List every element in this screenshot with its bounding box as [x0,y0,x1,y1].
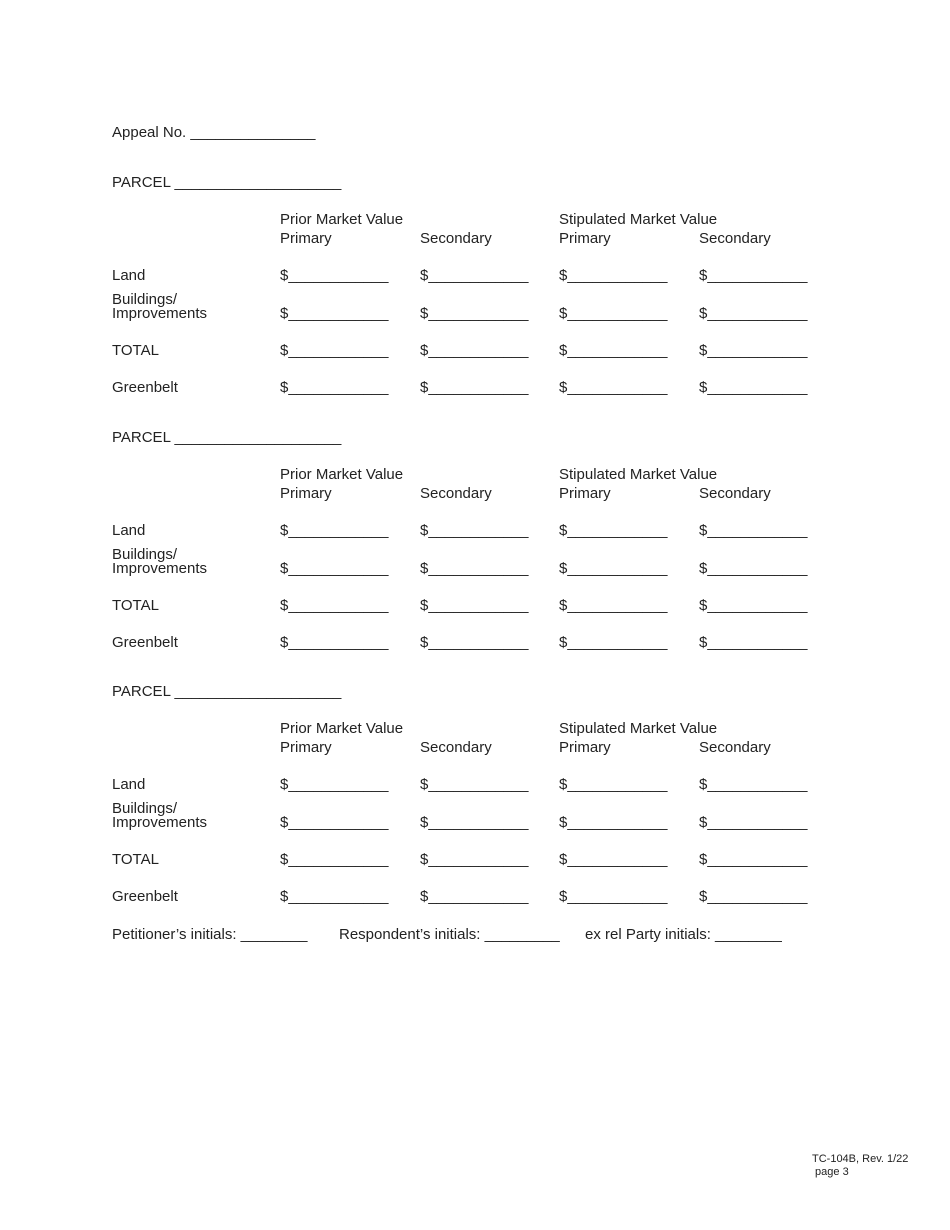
land-prior-secondary-field[interactable]: $____________ [420,267,529,284]
row-label-greenbelt: Greenbelt [112,379,178,396]
column-header-primary: Primary [280,230,332,247]
total-prior-primary-field[interactable]: $____________ [280,851,389,868]
greenbelt-prior-primary-field[interactable]: $____________ [280,379,389,396]
row-label-land: Land [112,267,146,284]
parcel-number-blank[interactable]: ____________________ [174,428,342,446]
greenbelt-stipulated-secondary-field[interactable]: $____________ [699,379,808,396]
buildings-improvements-stipulated-secondary-field[interactable]: $____________ [699,559,808,577]
row-label-line: Improvements [112,559,208,577]
row-label-total: TOTAL [112,851,159,868]
total-stipulated-primary-field[interactable]: $____________ [559,342,668,359]
total-prior-primary-field[interactable]: $____________ [280,342,389,359]
stipulated-market-value-header: Stipulated Market Value [559,720,718,737]
row-label-buildings-improvements [112,545,208,577]
row-label-land: Land [112,776,146,793]
stipulated-market-value-header: Stipulated Market Value [559,211,718,228]
buildings-improvements-prior-secondary-field[interactable]: $____________ [420,559,529,577]
greenbelt-stipulated-secondary-field[interactable]: $____________ [699,633,808,651]
buildings-improvements-prior-primary-field[interactable]: $____________ [280,814,389,831]
row-label-total: TOTAL [112,342,159,359]
row-label-line: Buildings/ [112,800,178,817]
row-label-land: Land [112,521,146,539]
greenbelt-stipulated-primary-field[interactable]: $____________ [559,888,668,905]
greenbelt-prior-secondary-field[interactable]: $____________ [420,379,529,396]
parcel-label: PARCEL [112,174,171,191]
land-stipulated-primary-field[interactable]: $____________ [559,267,668,284]
appeal-number-label: Appeal No. [112,124,187,141]
prior-market-value-header: Prior Market Value [280,211,404,228]
column-header-primary: Primary [559,230,611,247]
parcel-number-blank[interactable]: ____________________ [174,683,342,700]
column-header-primary: Primary [280,484,332,502]
greenbelt-stipulated-secondary-field[interactable]: $____________ [699,888,808,905]
land-stipulated-primary-field[interactable]: $____________ [559,521,668,539]
buildings-improvements-prior-secondary-field[interactable]: $____________ [420,814,529,831]
parcel-number [112,175,341,190]
row-label-buildings-improvements [112,802,207,830]
parcel-number [112,430,341,445]
greenbelt-prior-secondary-field[interactable]: $____________ [420,633,529,651]
column-header-primary: Primary [280,739,332,756]
land-prior-primary-field[interactable]: $____________ [280,267,389,284]
total-prior-secondary-field[interactable]: $____________ [420,851,529,868]
column-header-secondary: Secondary [699,484,771,502]
total-prior-primary-field[interactable]: $____________ [280,596,389,614]
row-label-buildings-improvements [112,293,207,321]
buildings-improvements-stipulated-primary-field[interactable]: $____________ [559,305,668,322]
total-stipulated-primary-field[interactable]: $____________ [559,596,668,614]
row-label-greenbelt: Greenbelt [112,888,178,905]
total-stipulated-secondary-field[interactable]: $____________ [699,342,808,359]
column-header-primary: Primary [559,739,611,756]
buildings-improvements-prior-primary-field[interactable]: $____________ [280,305,389,322]
land-stipulated-secondary-field[interactable]: $____________ [699,521,808,539]
parcel-number-blank[interactable]: ____________________ [174,174,342,191]
column-header-secondary: Secondary [699,230,771,247]
buildings-improvements-prior-secondary-field[interactable]: $____________ [420,305,529,322]
row-label-total: TOTAL [112,596,159,614]
total-prior-secondary-field[interactable]: $____________ [420,596,529,614]
appeal-number-blank[interactable]: _______________ [190,124,316,141]
row-label-greenbelt: Greenbelt [112,633,178,651]
respondent-initials[interactable]: Respondent’s initials: _________ [339,926,560,943]
greenbelt-prior-primary-field[interactable]: $____________ [280,633,389,651]
buildings-improvements-stipulated-secondary-field[interactable]: $____________ [699,305,808,322]
row-label-line: Buildings/ [112,545,178,563]
greenbelt-prior-primary-field[interactable]: $____________ [280,888,389,905]
buildings-improvements-prior-primary-field[interactable]: $____________ [280,559,389,577]
land-prior-secondary-field[interactable]: $____________ [420,521,529,539]
land-prior-primary-field[interactable]: $____________ [280,521,389,539]
row-label-line: Buildings/ [112,291,178,308]
buildings-improvements-stipulated-secondary-field[interactable]: $____________ [699,814,808,831]
parcel-label: PARCEL [112,683,171,700]
buildings-improvements-stipulated-primary-field[interactable]: $____________ [559,814,668,831]
prior-market-value-header: Prior Market Value [280,465,404,483]
column-header-secondary: Secondary [420,230,492,247]
total-stipulated-primary-field[interactable]: $____________ [559,851,668,868]
buildings-improvements-stipulated-primary-field[interactable]: $____________ [559,559,668,577]
total-stipulated-secondary-field[interactable]: $____________ [699,596,808,614]
greenbelt-prior-secondary-field[interactable]: $____________ [420,888,529,905]
total-stipulated-secondary-field[interactable]: $____________ [699,851,808,868]
land-stipulated-secondary-field[interactable]: $____________ [699,776,808,793]
land-prior-secondary-field[interactable]: $____________ [420,776,529,793]
column-header-secondary: Secondary [420,739,492,756]
row-label-line: Improvements [112,814,208,831]
form-number: TC-104B, Rev. 1/22 [812,1153,909,1165]
stipulated-market-value-header: Stipulated Market Value [559,465,718,483]
column-header-secondary: Secondary [699,739,771,756]
greenbelt-stipulated-primary-field[interactable]: $____________ [559,379,668,396]
parcel-label: PARCEL [112,428,171,446]
land-stipulated-primary-field[interactable]: $____________ [559,776,668,793]
column-header-primary: Primary [559,484,611,502]
form-footer [812,1153,908,1179]
greenbelt-stipulated-primary-field[interactable]: $____________ [559,633,668,651]
column-header-secondary: Secondary [420,484,492,502]
land-prior-primary-field[interactable]: $____________ [280,776,389,793]
appeal-number [112,125,316,140]
prior-market-value-header: Prior Market Value [280,720,404,737]
land-stipulated-secondary-field[interactable]: $____________ [699,267,808,284]
page-number: page 3 [812,1166,849,1178]
total-prior-secondary-field[interactable]: $____________ [420,342,529,359]
parcel-number [112,684,341,699]
row-label-line: Improvements [112,305,208,322]
petitioner-initials[interactable]: Petitioner’s initials: ________ [112,926,308,943]
exrel-party-initials[interactable]: ex rel Party initials: ________ [585,926,782,943]
